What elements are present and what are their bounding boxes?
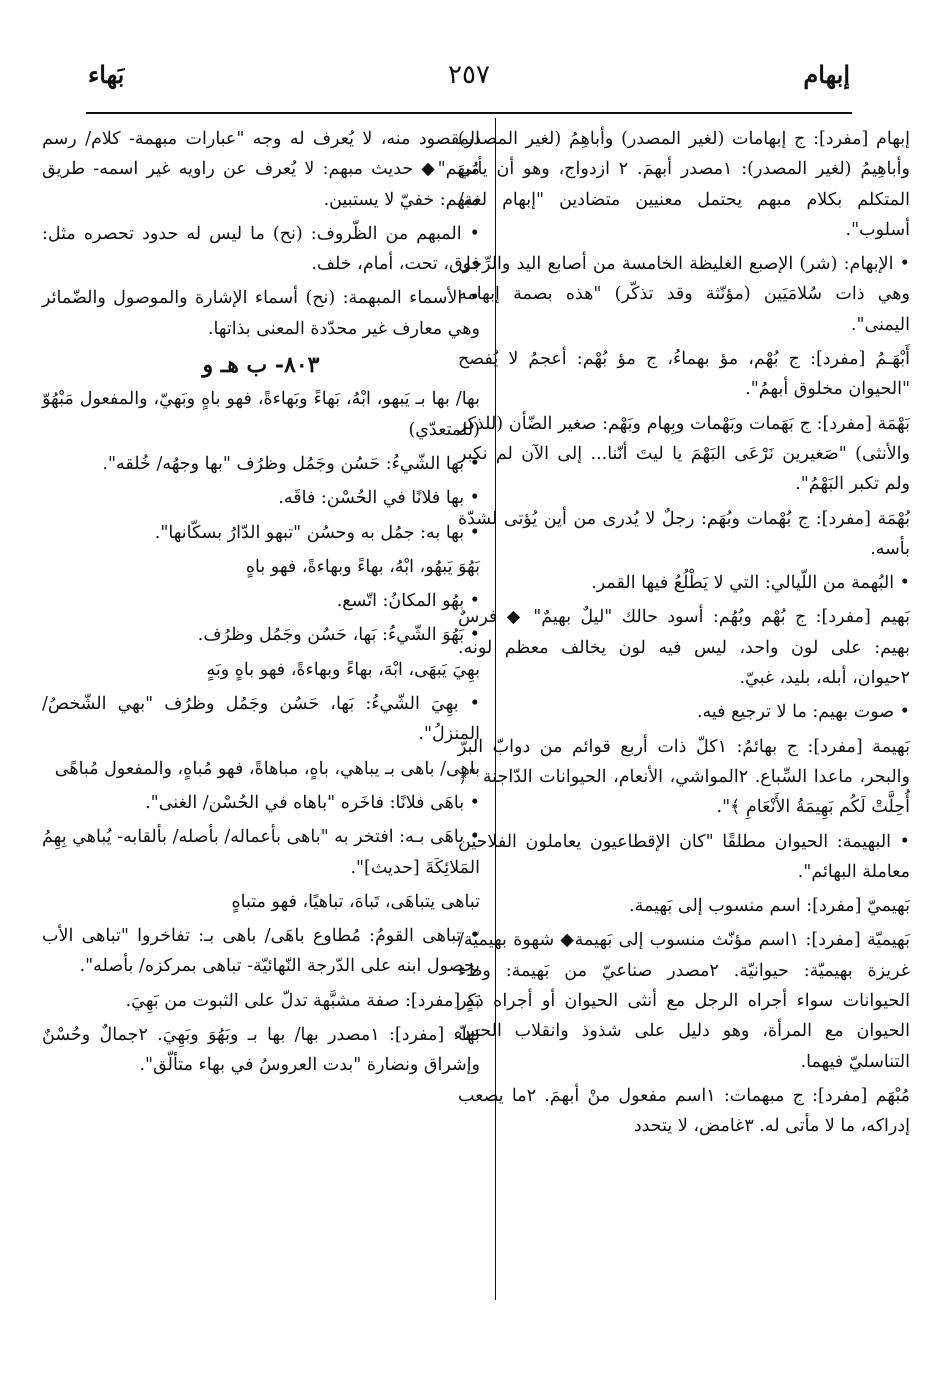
dictionary-entry: إبهام [مفرد]: ج إبهامات (لغير المصدر) وأباهِمُ (لغير المصدر) وأباهِيمُ (لغير المصدر): ١مصدر أبهمَ. ٢ ازدواج، وهو أن يأتي المتكلم بكلام مبهم يحتمل معنيين متضادين "إبهام لغة/ أسلوب". (458, 129, 910, 240)
dictionary-entry: • بهُو المكانُ: اتّسع. (336, 591, 480, 612)
dictionary-entry: أَبْهَـمُ [مفرد]: ج بُهْم، مؤ بهماءُ، ج مؤ بُهْم: أعجمُ لا يُفصح "الحيوان مخلوق أبهمُ". (458, 349, 910, 400)
running-head-left: بَهاء (88, 60, 125, 89)
dictionary-entry: بَهيميّ [مفرد]: اسم منسوب إلى بَهيمة. (629, 896, 910, 917)
dictionary-entry: • صوت بهيم: ما لا ترجيع فيه. (696, 702, 910, 723)
dictionary-entry: باهى/ باهى بـ يباهي، باهٍ، مباهاةً، فهو مُباهٍ، والمفعول مُباهًى (54, 758, 480, 779)
dictionary-entry: بها/ بها بـ يَبهو، ابْهُ، بَهاءً وبَهاءةً، فهو باهٍ وبَهيّ، والمفعول مَبْهُوّ (للمتعدّي) (42, 389, 480, 440)
dictionary-entry: بَهيمة [مفرد]: ج بهائمُ: ١كلّ ذات أربع قوائم من دوابّ البرّ والبحر، ماعدا السِّباع. ٢المواشي، الأنعام، الحيوانات الدّاجنة "﴿ أُحِلَّتْ لَكُم بَهِيمَةُ الأَنْعَامِ ﴾". (458, 736, 910, 818)
dictionary-entry: • بهِيَ الشّيءُ: بَها، حَسُن وجَمُل وظرُف "بهي الشّخصُ/ المنزلُ". (42, 694, 480, 745)
dictionary-entry: • تباهى القومُ: مُطاوع باهَى/ باهى بـ: تفاخروا "تباهى الأب بحصول ابنه على الدّرجة النّهائيّة- تباهى بمركزه/ بأصله". (42, 926, 480, 977)
dictionary-entry: بَهيم [مفرد]: ج بُهْم وبُهُم: أسود حالك "ليلٌ بهيمٌ" ◆ فرسٌ بهيم: على لون واحد، ليس فيه لون يخالف معظم لونه. ٢حيوان، أبله، بليد، غبيّ. (458, 607, 910, 689)
dictionary-entry: • بها به: جمُل به وحسُن "تبهو الدّارُ بسكّانها". (154, 522, 480, 543)
dictionary-entry: المقصود منه، لا يُعرف له وجه "عبارات مبهمة- كلام/ رسم مُبهَم"◆ حديث مبهم: لا يُعرف عن راويه غير اسمه- طريق مبهم: خفيّ لا يستبين. (42, 129, 480, 210)
dictionary-entry: بهِيَ يَبهَى، ابْهَ، بهاءً وبهاءةً، فهو باهٍ وبَهٍ (206, 659, 480, 680)
dictionary-entry: • بها الشّيءُ: حَسُن وجَمُل وظرُف "بها وجهُه/ خُلقه". (102, 453, 480, 474)
section-heading: ٨٠٣- ب هـ و (202, 352, 320, 379)
dictionary-entry: • البهيمة: الحيوان مطلقًا "كان الإقطاعيون يعاملون الفلاحين معاملة البهائم". (458, 831, 910, 882)
dictionary-entry: بَهيميّة [مفرد]: ١اسم مؤنّث منسوب إلى بَهيمة◆ شهوة بهيميّة/ غريزة بهيميّة: حيوانيّة. ٢مصدر صناعيّ من بَهيمة: وطء الحيوانات سواء أجراه الرجل مع أنثى الحيوان أو أجراه ذكر الحيوان مع المرأة، وهو دليل على شذوذ وانقلاب الحسّ التناسليّ فيهما. (458, 930, 910, 1072)
left-column (42, 124, 480, 1085)
dictionary-entry: • بها فلانًا في الحُسْن: فاقَه. (278, 488, 480, 509)
dictionary-entry: • الإبهام: (شر) الإصبع الغليظة الخامسة من أصابع اليد والرِّجل وهي ذات سُلامَيَين (مؤنّثة وقد تذكّر) "هذه بصمة إبهامه اليمنى". (458, 254, 910, 335)
dictionary-entry: بَهُوَ يَبهُو، ابْهُ، بهاءً وبهاءةً، فهو باهٍ (245, 556, 480, 577)
dictionary-entry: مُبْهَم [مفرد]: ج مبهمات: ١اسم مفعول منْ أبهمَ. ٢ما يصعب إدراكه، ما لا مأتى له. ٣غامض، لا يتحدد (458, 1085, 910, 1137)
dictionary-entry: بُهْمَة [مفرد]: ج بُهْمات وبُهَم: رجلٌ لا يُدرى من أين يُؤتى لشدّة بأسه. (458, 508, 910, 559)
dictionary-entry: • بَهُوَ الشّيءُ: بَها، حَسُن وجَمُل وظرُف. (197, 625, 480, 646)
header-rule (86, 112, 852, 114)
dictionary-entry: • الأسماء المبهمة: (نح) أسماء الإشارة والموصول والضّمائر وهي معارف غير محدّدة المعنى بذاتها. (42, 288, 480, 339)
dictionary-entry: • المبهم من الظّروف: (نح) ما ليس له حدود تحصره مثل: فوق، تحت، أمام، خلف. (42, 223, 480, 275)
running-head-right: إبهام (803, 60, 850, 89)
dictionary-entry: بَهْمَة [مفرد]: ج بَهَمات وبَهْمات وبِهام وبَهْم: صغير الضّأن (للذكر والأنثى) "صَغيرين نَرْعَى البَهْمَ يا ليتَ أنّنا... إلى الآن لم نكبر ولم تكبر البَهْمُ". (458, 413, 910, 495)
dictionary-entry: • باهَى فلانًا: فاخَره "باهاه في الحُسْن/ الغنى". (145, 792, 480, 813)
dictionary-entry: بَهٍ [مفرد]: صفة مشبَّهة تدلّ على الثبوت من بَهِيَ. (125, 990, 480, 1011)
dictionary-entry: بَهاء [مفرد]: ١مصدر بها/ بها بـ وبَهُوَ وبَهِيَ. ٢جمالٌ وحُسْنٌ وإشراق ونضارة "بدت العروسُ في بهاء متألّق". (42, 1025, 480, 1076)
right-column (458, 124, 910, 1146)
dictionary-entry: تباهى يتباهَى، تَباهَ، تباهيًا، فهو متباهٍ (231, 891, 480, 912)
dictionary-entry: • باهَى بـه: افتخر به "باهى بأعماله/ بأصله/ بألقابه- يُباهي بِهِمُ المَلائِكَةَ [حديث]". (42, 827, 480, 878)
dictionary-entry: • البُهمة من اللّيالي: التي لا يَطْلُعُ فيها القمر. (591, 573, 910, 594)
page-number: ٢٥٧ (448, 60, 490, 90)
